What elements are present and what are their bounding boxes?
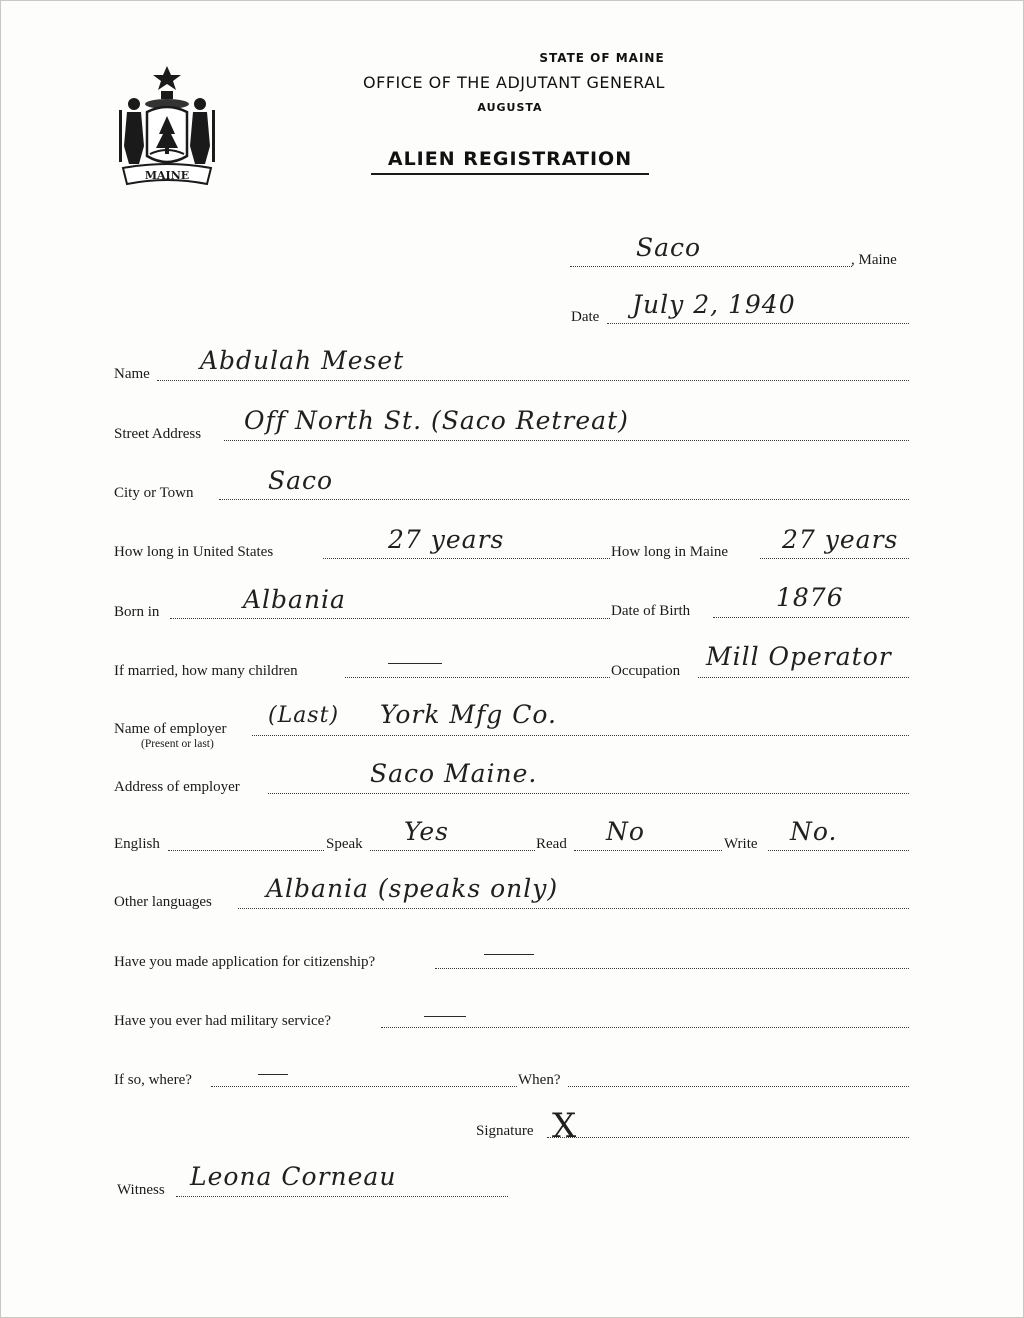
name-label: Name <box>114 366 150 382</box>
maine-label: , Maine <box>851 252 897 268</box>
witness-label: Witness <box>117 1182 165 1198</box>
date-label: Date <box>571 309 600 325</box>
occupation-field[interactable] <box>698 677 909 678</box>
speak-entry: Yes <box>404 817 449 846</box>
when-label: When? <box>518 1072 561 1088</box>
how-long-maine-label: How long in Maine <box>611 544 729 560</box>
occupation-label: Occupation <box>611 663 681 679</box>
where-dash <box>258 1074 288 1075</box>
english-label: English <box>114 836 160 852</box>
read-entry: No <box>606 817 645 846</box>
citizenship-dash <box>484 954 534 955</box>
street-address-field[interactable] <box>224 440 909 441</box>
title-underline <box>371 173 649 175</box>
military-field[interactable] <box>381 1027 909 1028</box>
citizenship-label: Have you made application for citizenship? <box>114 954 376 970</box>
when-field[interactable] <box>568 1086 909 1087</box>
name-entry: Abdulah Meset <box>200 346 405 375</box>
occupation-entry: Mill Operator <box>706 642 892 671</box>
street-address-entry: Off North St. (Saco Retreat) <box>244 406 629 435</box>
form-title: ALIEN REGISTRATION <box>387 148 633 170</box>
write-label: Write <box>724 836 758 852</box>
date-entry: July 2, 1940 <box>632 290 796 319</box>
employer-name-field[interactable] <box>252 735 909 736</box>
town-field[interactable] <box>570 266 852 267</box>
how-long-us-label: How long in United States <box>114 544 274 560</box>
signature-field[interactable] <box>547 1137 909 1138</box>
where-field[interactable] <box>211 1086 517 1087</box>
married-children-dash <box>388 663 442 664</box>
how-long-maine-field[interactable] <box>760 558 909 559</box>
born-in-field[interactable] <box>170 618 610 619</box>
signature-label: Signature <box>476 1123 534 1139</box>
date-field[interactable] <box>607 323 909 324</box>
speak-field[interactable] <box>370 850 535 851</box>
employer-address-label: Address of employer <box>114 779 240 795</box>
employer-address-entry: Saco Maine. <box>370 759 538 788</box>
military-label: Have you ever had military service? <box>114 1013 331 1029</box>
office-heading: OFFICE OF THE ADJUTANT GENERAL <box>363 73 665 92</box>
employer-name-entry: York Mfg Co. <box>380 700 557 729</box>
employer-prefix-entry: (Last) <box>268 703 340 728</box>
read-label: Read <box>536 836 567 852</box>
how-long-us-entry: 27 years <box>388 525 505 554</box>
married-children-field[interactable] <box>345 677 610 678</box>
witness-entry: Leona Corneau <box>190 1162 397 1191</box>
date-of-birth-label: Date of Birth <box>611 603 691 619</box>
date-of-birth-entry: 1876 <box>776 583 844 612</box>
witness-field[interactable] <box>176 1196 508 1197</box>
write-entry: No. <box>790 817 838 846</box>
street-address-label: Street Address <box>114 426 202 442</box>
born-in-label: Born in <box>114 604 160 620</box>
born-in-entry: Albania <box>243 585 346 614</box>
state-heading: STATE OF MAINE <box>539 51 665 65</box>
city-heading: AUGUSTA <box>477 101 543 114</box>
citizenship-field[interactable] <box>435 968 909 969</box>
military-dash <box>424 1016 466 1017</box>
speak-label: Speak <box>326 836 363 852</box>
employer-address-field[interactable] <box>268 793 909 794</box>
city-label: City or Town <box>114 485 194 501</box>
other-languages-label: Other languages <box>114 894 212 910</box>
employer-name-sublabel: (Present or last) <box>141 738 214 750</box>
other-languages-field[interactable] <box>238 908 909 909</box>
date-of-birth-field[interactable] <box>713 617 909 618</box>
how-long-us-field[interactable] <box>323 558 610 559</box>
name-field[interactable] <box>157 380 909 381</box>
how-long-maine-entry: 27 years <box>782 525 899 554</box>
city-field[interactable] <box>219 499 909 500</box>
employer-name-label: Name of employer <box>114 721 227 737</box>
town-entry: Saco <box>636 233 702 262</box>
read-field[interactable] <box>574 850 722 851</box>
seal-banner-text: MAINE <box>144 169 190 182</box>
other-languages-entry: Albania (speaks only) <box>266 874 559 903</box>
married-children-label: If married, how many children <box>114 663 298 679</box>
english-field[interactable] <box>168 850 324 851</box>
city-entry: Saco <box>268 466 334 495</box>
where-label: If so, where? <box>114 1072 192 1088</box>
signature-mark: X <box>552 1106 578 1146</box>
write-field[interactable] <box>768 850 909 851</box>
